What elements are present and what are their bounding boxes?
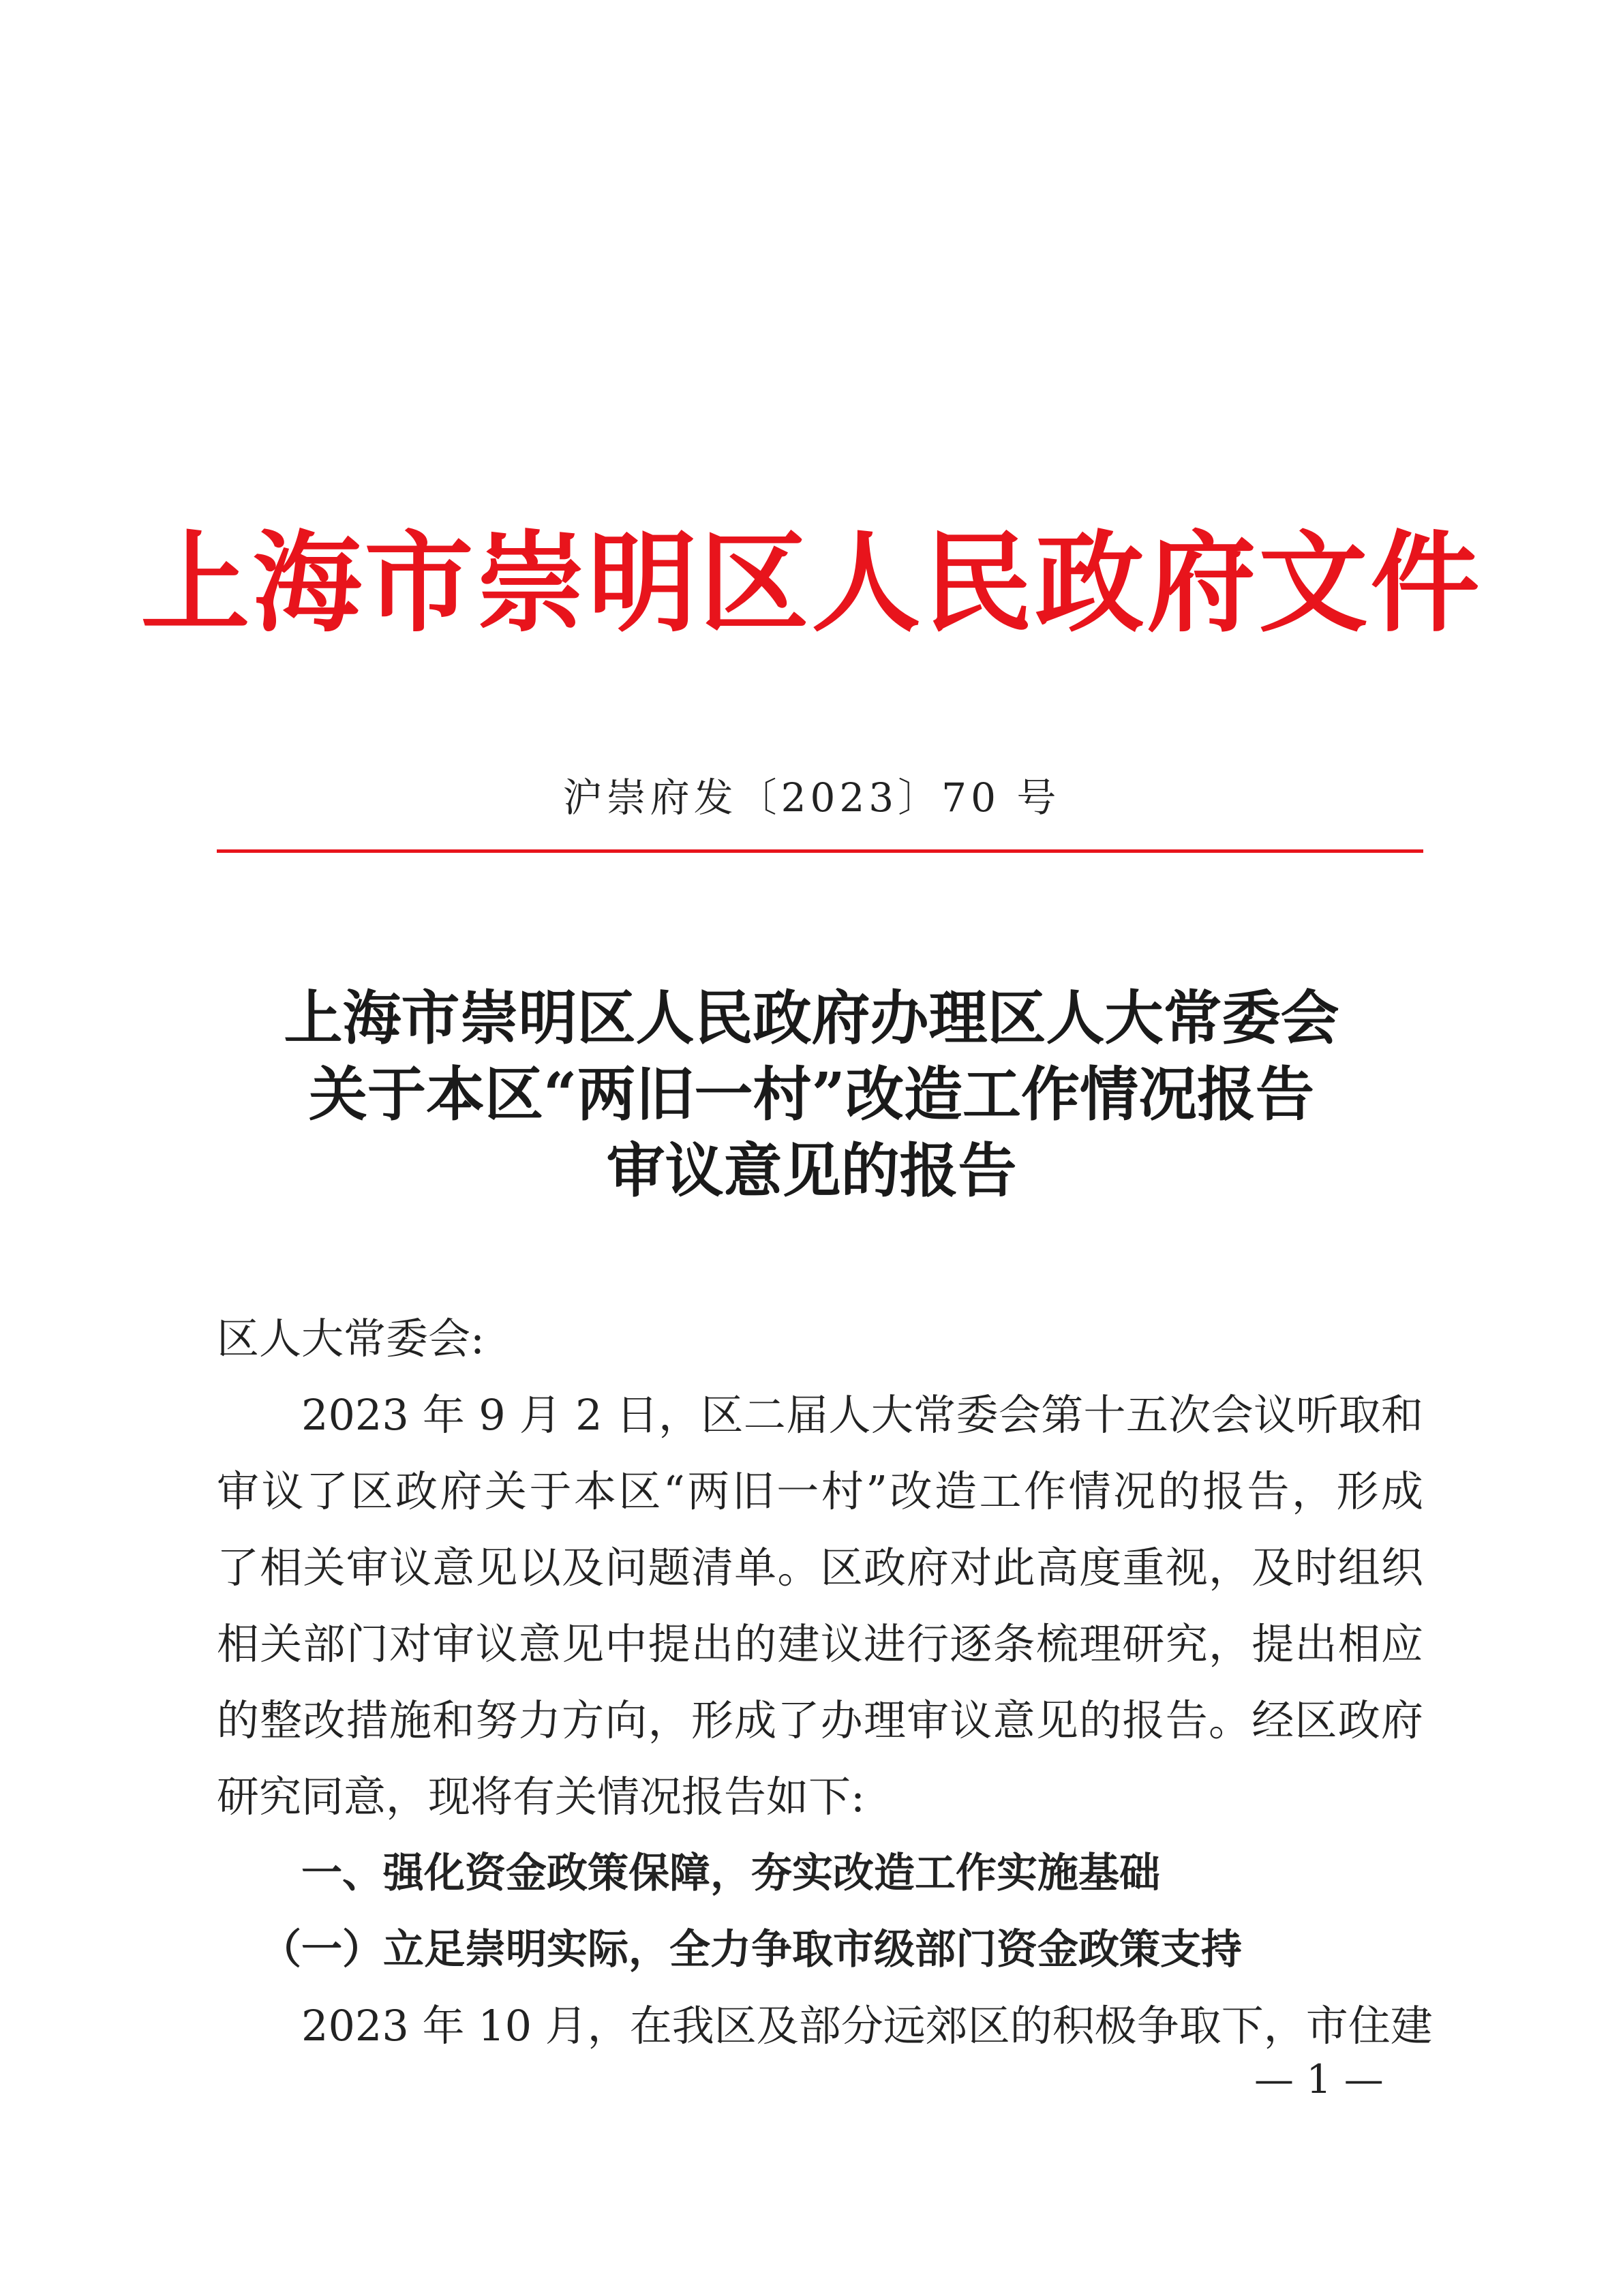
- paragraph-1-line-5: 的整改措施和努力方向，形成了办理审议意见的报告。经区政府: [217, 1695, 1423, 1745]
- document-number: 沪崇府发〔2023〕70 号: [562, 774, 1061, 821]
- paragraph-1-line-6: 研究同意，现将有关情况报告如下:: [217, 1772, 865, 1822]
- title-line-2: 关于本区“两旧一村”改造工作情况报告: [309, 1060, 1314, 1129]
- addressee: 区人大常委会:: [217, 1314, 485, 1363]
- section-heading-1: 一、强化资金政策保障，夯实改造工作实施基础: [301, 1849, 1160, 1897]
- paragraph-1-line-2: 审议了区政府关于本区“两旧一村”改造工作情况的报告，形成: [217, 1466, 1423, 1516]
- paragraph-1-line-3: 了相关审议意见以及问题清单。区政府对此高度重视，及时组织: [217, 1543, 1423, 1592]
- paragraph-1-line-4: 相关部门对审议意见中提出的建议进行逐条梳理研究，提出相应: [217, 1619, 1423, 1669]
- title-line-3: 审议意见的报告: [606, 1136, 1017, 1205]
- page-number: — 1 —: [1254, 2056, 1384, 2102]
- document-title: [0, 980, 1623, 1209]
- subsection-heading-1: （一）立足崇明实际，全力争取市级部门资金政策支持: [260, 1926, 1242, 1974]
- issuer-header: 上海市崇明区人民政府文件: [140, 519, 1483, 647]
- title-line-1: 上海市崇明区人民政府办理区人大常委会: [284, 984, 1339, 1053]
- paragraph-1-line-1: 2023 年 9 月 2 日，区二届人大常委会第十五次会议听取和: [301, 1390, 1423, 1440]
- document-body: [217, 1301, 1433, 2064]
- paragraph-2-line-1: 2023 年 10 月，在我区及部分远郊区的积极争取下，市住建: [301, 2001, 1433, 2051]
- red-divider-line: [217, 849, 1423, 853]
